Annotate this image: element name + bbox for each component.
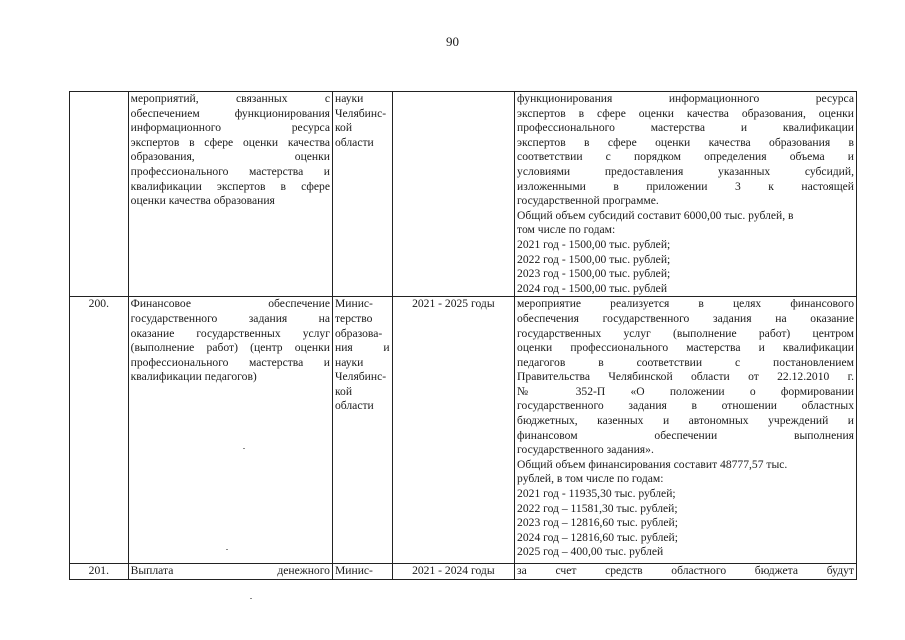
cell-text-line: области [334, 399, 374, 413]
scan-speck [226, 549, 228, 550]
term-cell [392, 92, 514, 297]
row-number: 200. [88, 297, 109, 311]
cell-text-line: соответствии с порядком определения объема и [517, 150, 854, 164]
cell-text-line: педагогов в соответствии с постановлением [517, 355, 854, 369]
cell-text-line: образова- [334, 326, 383, 340]
cell-text-line: оказание государственных услуг [130, 326, 330, 340]
description-cell [515, 297, 857, 564]
cell-text-line: области [334, 135, 374, 149]
cell-text-line: профессионального мастерства и [130, 355, 330, 369]
cell-text-line: (выполнение работ) (центр оценки [130, 341, 330, 355]
cell-text-line: функционирования информационного ресурса [517, 92, 854, 105]
cell-text-line: информационного ресурса [130, 121, 330, 135]
cell-text-line: экспертов в сфере оценки качества [130, 135, 330, 149]
cell-text-line: профессионального мастерства и квалификации [517, 121, 854, 135]
cell-text-line: квалификации педагогов) [130, 370, 257, 384]
page-number: 90 [446, 34, 459, 49]
row-number-cell [70, 92, 129, 297]
scan-speck [243, 448, 245, 449]
measure-name-cell [128, 297, 332, 564]
executor-cell [332, 564, 392, 580]
cell-text-line: за счет средств областного бюджета будут [517, 564, 854, 578]
cell-text-line: 2023 год - 1500,00 тыс. рублей; [517, 267, 671, 281]
cell-text-line: обеспечением функционирования [130, 106, 330, 120]
cell-text-line: условиями предоставления указанных субсидий, [517, 164, 854, 178]
cell-text-line: № 352-П «О положении о формировании [517, 384, 854, 398]
cell-text-line: мероприятие реализуется в целях финансового [517, 297, 854, 311]
cell-text-line: науки [334, 92, 364, 105]
cell-text-line: Минис- [334, 297, 373, 311]
scan-speck [250, 598, 252, 599]
measure-name-cell [128, 564, 332, 580]
cell-text-line: Челябинс- [334, 106, 387, 120]
cell-text-line: государственных услуг (выполнение работ) центром [517, 326, 854, 340]
term-text: 2021 - 2024 годы [412, 564, 495, 578]
cell-text-line: экспертов в сфере оценки качества образования в [517, 135, 854, 149]
executor-cell [332, 297, 392, 564]
cell-text-line: государственной программе. [517, 194, 659, 208]
executor-cell [332, 92, 392, 297]
cell-text-line: 2023 год – 12816,60 тыс. рублей; [517, 516, 678, 530]
cell-text-line: 2022 год – 11581,30 тыс. рублей; [517, 501, 678, 515]
cell-text-line: 2022 год - 1500,00 тыс. рублей; [517, 252, 671, 266]
cell-text-line: кой [334, 384, 353, 398]
cell-text-line: Финансовое обеспечение [130, 297, 330, 311]
cell-text-line: Минис- [334, 564, 373, 578]
cell-text-line: финансовом обеспечении выполнения [517, 428, 854, 442]
program-measures-table [69, 91, 857, 580]
row-number: 201. [88, 564, 109, 578]
measure-name-cell [128, 92, 332, 297]
cell-text-line: оценки качества образования [130, 194, 275, 208]
cell-text-line: образования, оценки [130, 150, 330, 164]
cell-text-line: государственного задания на [130, 311, 330, 325]
cell-text-line: обеспечения государственного задания на оказание [517, 311, 854, 325]
table-body [70, 92, 857, 580]
cell-text-line: 2021 год - 1500,00 тыс. рублей; [517, 237, 671, 251]
cell-text-line: квалификации экспертов в сфере [130, 179, 330, 193]
cell-text-line: изложенными в приложении 3 к настоящей [517, 179, 854, 193]
table-row [70, 92, 857, 297]
cell-text-line: бюджетных, казенных и автономных учреждений и [517, 414, 854, 428]
cell-text-line: 2025 год – 400,00 тыс. рублей [517, 545, 664, 559]
cell-text-line: Общий объем субсидий составит 6000,00 тыс. рублей, в [517, 208, 794, 222]
term-cell [392, 297, 514, 564]
cell-text-line: экспертов в сфере оценки качества образования, оценки [517, 106, 854, 120]
cell-text-line: 2021 год - 11935,30 тыс. рублей; [517, 487, 676, 501]
cell-text-line: мероприятий, связанных с [130, 92, 330, 105]
term-text: 2021 - 2025 годы [412, 297, 495, 311]
cell-text-line: профессионального мастерства и [130, 164, 330, 178]
row-number-cell [70, 297, 129, 564]
cell-text-line: том числе по годам: [517, 223, 616, 237]
cell-text-line: Выплата денежного [130, 564, 330, 578]
cell-text-line: 2024 год - 1500,00 тыс. рублей [517, 281, 668, 295]
cell-text-line: Общий объем финансирования составит 48777,57 тыс. [517, 457, 788, 471]
cell-text-line: 2024 год – 12816,60 тыс. рублей; [517, 530, 678, 544]
table-row [70, 297, 857, 564]
cell-text-line: Правительства Челябинской области от 22.12.2010 г. [517, 370, 854, 384]
cell-text-line: рублей, в том числе по годам: [517, 472, 664, 486]
cell-text-line: оценки профессионального мастерства и квалификации [517, 341, 854, 355]
description-cell [515, 564, 857, 580]
cell-text-line: кой [334, 121, 353, 135]
term-cell [392, 564, 514, 580]
table-row [70, 564, 857, 580]
cell-text-line: государственного задания». [517, 443, 654, 457]
cell-text-line: ния и [334, 341, 390, 355]
cell-text-line: науки [334, 355, 364, 369]
cell-text-line: государственного задания в отношении областных [517, 399, 854, 413]
row-number-cell [70, 564, 129, 580]
description-cell [515, 92, 857, 297]
cell-text-line: Челябинс- [334, 370, 387, 384]
cell-text-line: терство [334, 311, 373, 325]
